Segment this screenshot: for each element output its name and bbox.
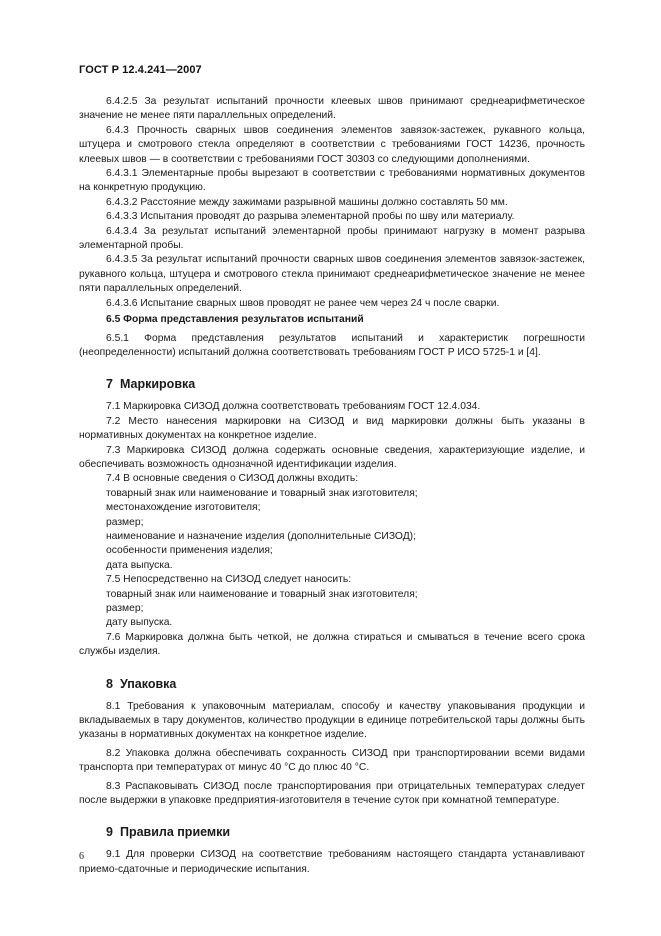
list-item: дата выпуска. [106,559,173,571]
list-item: дату выпуска. [106,617,173,629]
clause-6-4-3-5: 6.4.3.5 За результат испытаний прочности сварных швов соединения элементов завязок-застежек, рукавного кольца, штуцера и смотрового стекла принимают среднеарифметическое значение не менее пяти параллельных определений. [79,254,585,295]
clause-6-4-3: 6.4.3 Прочность сварных швов соединения элементов завязок-застежек, рукавного кольца, штуцера и смотрового стекла определяют в соответствии с требованиями ГОСТ 14236, прочность клеевых швов — в соответствии с требованиями ГОСТ 30303 со следующими дополнениями. [79,124,585,165]
clause-6-4-3-4: 6.4.3.4 За результат испытаний элементарной пробы принимают нагрузку в момент разрыва элементарной пробы. [79,225,585,252]
clause-7-5: 7.5 Непосредственно на СИЗОД следует наносить: [106,574,352,586]
section-8-number: 8 [106,676,113,691]
clause-7-3: 7.3 Маркировка СИЗОД должна содержать основные сведения, характеризующие изделие, и обеспечивать возможность однозначной идентификации изделия. [79,444,585,470]
section-8-heading [79,676,585,692]
section-7-number: 7 [106,377,113,392]
page-number: 6 [79,851,84,862]
section-7-title: Маркировка [119,377,196,392]
clause-6-4-3-1: 6.4.3.1 Элементарные пробы вырезают в соответствии с требованиями нормативных документов на конкретную продукцию. [79,168,585,194]
clause-8-2: 8.2 Упаковка должна обеспечивать сохранность СИЗОД при транспортировании всеми видами транспорта при температурах от минус 40 °С до плюс 40 °С. [79,747,585,774]
list-item: товарный знак или наименование и товарный знак изготовителя; [106,588,418,600]
list-item: особенности применения изделия; [106,545,273,557]
clause-7-6: 7.6 Маркировка должна быть четкой, не должна стираться и смываться в течение всего срока службы изделия. [79,631,585,658]
document-code-header: ГОСТ Р 12.4.241—2007 [79,64,202,76]
section-9-number: 9 [106,825,113,840]
clause-6-4-3-6: 6.4.3.6 Испытание сварных швов проводят не ранее чем через 24 ч после сварки. [106,297,500,309]
clause-6-5-1: 6.5.1 Форма представления результатов испытаний и характеристик погрешности (неопределенности) испытаний должна соответствовать требованиям ГОСТ Р ИСО 5725-1 и [4]. [79,332,585,358]
clause-7-2: 7.2 Место нанесения маркировки на СИЗОД и вид маркировки должны быть указаны в нормативных документах на конкретное изделие. [79,415,585,442]
section-8-title: Упаковка [119,676,177,691]
list-item: размер; [106,516,144,528]
section-7-heading [79,376,585,392]
clause-9-1: 9.1 Для проверки СИЗОД на соответствие требованиям настоящего стандарта устанавливают приемо-сдаточные и периодические испытания. [79,849,585,875]
clause-6-4-3-3: 6.4.3.3 Испытания проводят до разрыва элементарной пробы по шву или материалу. [106,211,515,223]
clause-6-4-3-2: 6.4.3.2 Расстояние между зажимами разрывной машины должно составлять 50 мм. [106,196,508,208]
list-item: товарный знак или наименование и товарный знак изготовителя; [106,487,418,499]
document-body [79,95,585,877]
subsection-6-5-heading: 6.5 Форма представления результатов испытаний [106,314,364,326]
clause-7-1: 7.1 Маркировка СИЗОД должна соответствовать требованиям ГОСТ 12.4.034. [106,401,481,413]
clause-8-1: 8.1 Требования к упаковочным материалам, способу и качеству упаковывания продукции и вкладываемых в тару документов, количество продукции в единице потребительской тары должны быть указаны в нормативных документах на конкретное изделие. [79,700,585,741]
section-9-heading [79,824,585,840]
section-9-title: Правила приемки [119,825,231,840]
list-item: наименование и назначение изделия (дополнительные СИЗОД); [106,530,416,542]
list-item: размер; [106,603,144,614]
clause-6-4-2-5: 6.4.2.5 За результат испытаний прочности клеевых швов принимают среднеарифметическое значение не менее пяти параллельных определений. [79,96,585,122]
list-item: местонахождение изготовителя; [106,502,261,514]
clause-7-4: 7.4 В основные сведения о СИЗОД должны входить: [106,473,359,485]
clause-8-3: 8.3 Распаковывать СИЗОД после транспортирования при отрицательных температурах следует после выдержки в упаковке предприятия-изготовителя в течение суток при комнатной температуре. [79,780,585,807]
